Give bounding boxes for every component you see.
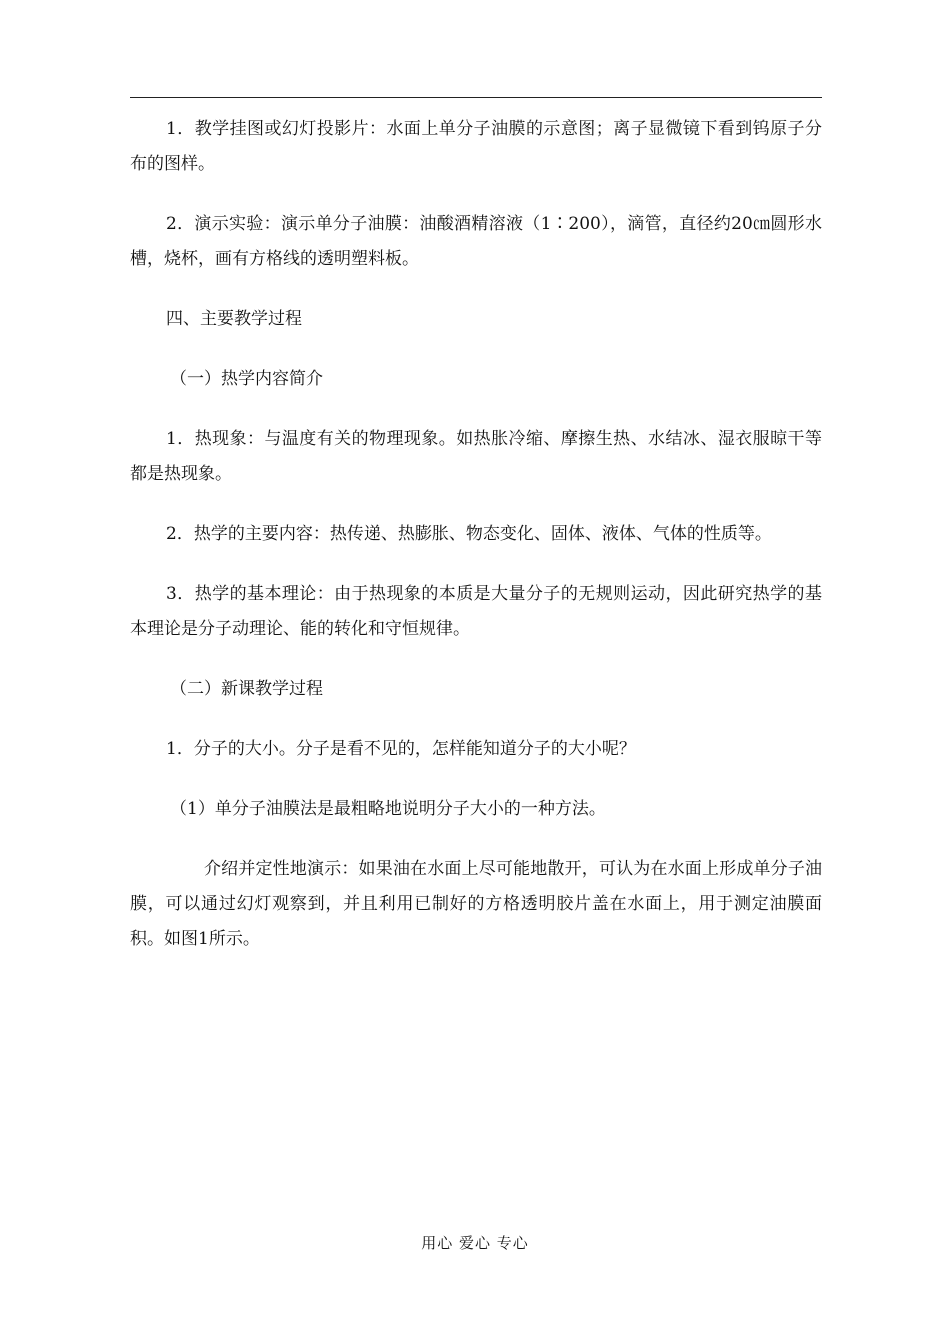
section-heading-main-process: 四、主要教学过程: [166, 309, 302, 329]
paragraph-thermal-theory: 3．热学的基本理论：由于热现象的本质是大量分子的无规则运动，因此研究热学的基本理论是分子动理论、能的转化和守恒规律。: [130, 584, 822, 639]
subsection-heading-intro: （一）热学内容简介: [170, 369, 323, 389]
page-footer: 用心 爱心 专心: [421, 1234, 529, 1252]
paragraph-demo-description: 介绍并定性地演示：如果油在水面上尽可能地散开，可认为在水面上形成单分子油膜，可以通过幻灯观察到，并且利用已制好的方格透明胶片盖在水面上，用于测定油膜面积。如图1所示。: [130, 859, 822, 949]
paragraph-thermal-content: 2．热学的主要内容：热传递、热膨胀、物态变化、固体、液体、气体的性质等。: [166, 524, 772, 544]
paragraph-oil-film-method: （1）单分子油膜法是最粗略地说明分子大小的一种方法。: [170, 799, 606, 819]
header-rule: [130, 97, 822, 98]
subsection-heading-new-lesson: （二）新课教学过程: [170, 679, 323, 699]
paragraph-demo-experiment: 2．演示实验：演示单分子油膜：油酸酒精溶液（1∶200），滴管，直径约20㎝圆形水槽，烧杯，画有方格线的透明塑料板。: [130, 214, 822, 269]
paragraph-molecule-size: 1．分子的大小。分子是看不见的，怎样能知道分子的大小呢？: [166, 739, 636, 759]
paragraph-teaching-aids: 1．教学挂图或幻灯投影片：水面上单分子油膜的示意图；离子显微镜下看到钨原子分布的图样。: [130, 119, 822, 174]
paragraph-thermal-phenomena: 1．热现象：与温度有关的物理现象。如热胀冷缩、摩擦生热、水结冰、湿衣服晾干等都是热现象。: [130, 429, 822, 484]
document-body: [130, 112, 822, 957]
